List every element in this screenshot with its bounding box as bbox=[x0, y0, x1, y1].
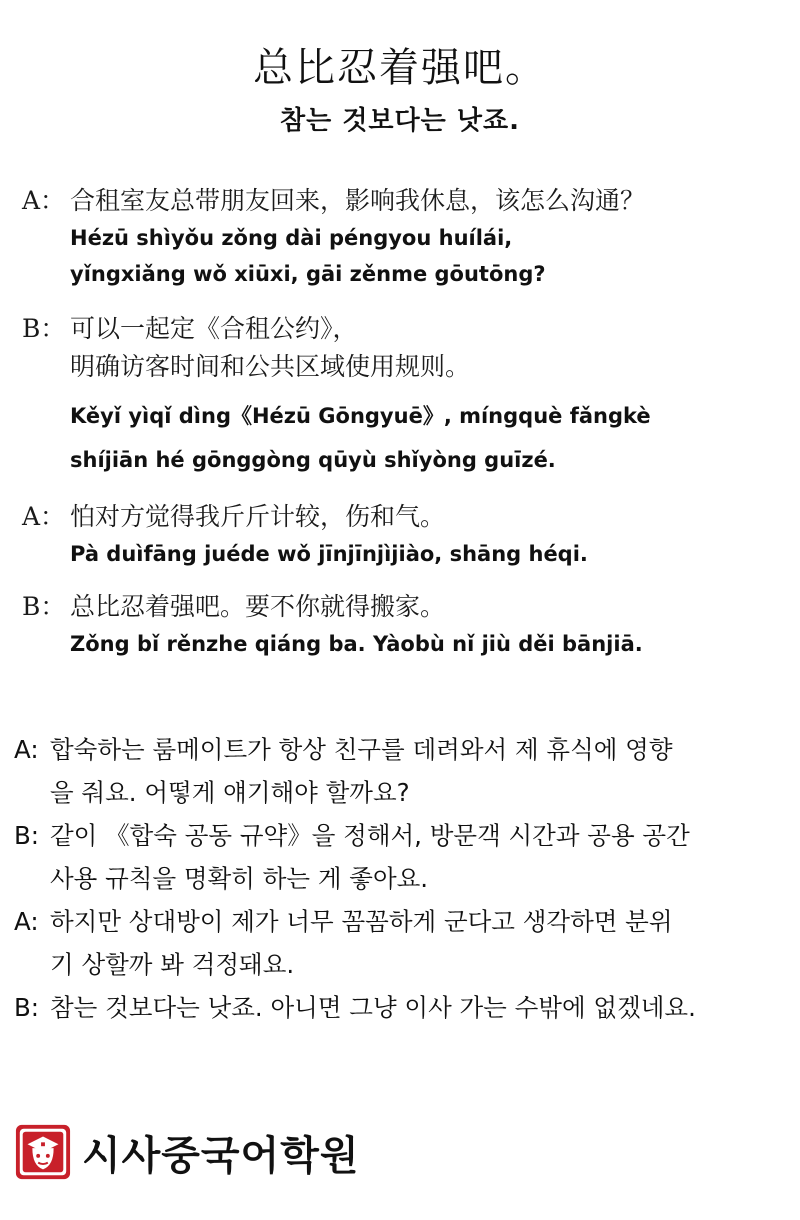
pinyin-line: Zǒng bǐ rěnzhe qiáng ba. Yàobù nǐ jiù děi bānjiā. bbox=[70, 632, 643, 656]
dialogue-a-2 bbox=[22, 498, 792, 572]
speaker-label: A: bbox=[14, 735, 39, 764]
page-title-chinese: 总比忍着强吧。 bbox=[253, 45, 547, 91]
dialogue-a-1 bbox=[22, 182, 792, 292]
pinyin-line: shíjiān hé gōnggòng qūyù shǐyòng guīzé. bbox=[70, 448, 556, 472]
korean-line bbox=[14, 728, 794, 771]
academy-mascot-icon bbox=[14, 1123, 72, 1181]
speaker-label: A： bbox=[22, 502, 66, 531]
korean-text: 하지만 상대방이 제가 너무 꼼꼼하게 군다고 생각하면 분위 bbox=[50, 907, 673, 936]
brand-name: 시사중국어학원 bbox=[82, 1132, 360, 1179]
korean-translation bbox=[14, 728, 794, 1029]
pinyin-line: Kěyǐ yìqǐ dìng《Hézū Gōngyuē》, míngquè fǎngkè bbox=[70, 404, 651, 428]
chinese-text: 合租室友总带朋友回来，影响我休息，该怎么沟通？ bbox=[70, 186, 646, 215]
korean-line bbox=[14, 900, 794, 943]
dialogue-b-2 bbox=[22, 588, 792, 662]
brand-footer bbox=[14, 1122, 359, 1182]
korean-line: 기 상할까 봐 걱정돼요. bbox=[50, 950, 295, 979]
chinese-text: 总比忍着强吧。要不你就得搬家。 bbox=[70, 592, 446, 621]
pinyin-line: Hézū shìyǒu zǒng dài péngyou huílái, bbox=[70, 226, 513, 250]
speaker-label: B： bbox=[22, 592, 66, 621]
speaker-label: B： bbox=[22, 314, 66, 343]
chinese-line bbox=[22, 182, 792, 220]
page-title-korean: 참는 것보다는 낫죠. bbox=[280, 106, 520, 136]
chinese-line: 明确访客时间和公共区域使用规则。 bbox=[70, 352, 471, 381]
speaker-label: A： bbox=[22, 186, 66, 215]
korean-line: 사용 규칙을 명확히 하는 게 좋아요. bbox=[50, 864, 429, 893]
pinyin-line: yǐngxiǎng wǒ xiūxi, gāi zěnme gōutōng? bbox=[70, 262, 546, 286]
chinese-line bbox=[22, 310, 792, 348]
pinyin-line: Pà duìfāng juéde wǒ jīnjīnjìjiào, shāng héqi. bbox=[70, 542, 588, 566]
speaker-label: B: bbox=[14, 821, 40, 850]
speaker-label: A: bbox=[14, 907, 39, 936]
korean-text: 합숙하는 룸메이트가 항상 친구를 데려와서 제 휴식에 영향 bbox=[50, 735, 673, 764]
korean-line bbox=[14, 986, 794, 1029]
chinese-text: 可以一起定《合租公约》， bbox=[70, 314, 358, 343]
dialogue-b-1 bbox=[22, 310, 792, 478]
speaker-label: B: bbox=[14, 993, 40, 1022]
korean-text: 같이 《합숙 공동 규약》을 정해서, 방문객 시간과 공용 공간 bbox=[50, 821, 690, 850]
korean-text: 참는 것보다는 낫죠. 아니면 그냥 이사 가는 수밖에 없겠네요. bbox=[50, 993, 696, 1022]
chinese-line bbox=[22, 588, 792, 626]
korean-line: 을 줘요. 어떻게 얘기해야 할까요? bbox=[50, 778, 410, 807]
chinese-line bbox=[22, 498, 792, 536]
korean-line bbox=[14, 814, 794, 857]
chinese-text: 怕对方觉得我斤斤计较，伤和气。 bbox=[70, 502, 446, 531]
